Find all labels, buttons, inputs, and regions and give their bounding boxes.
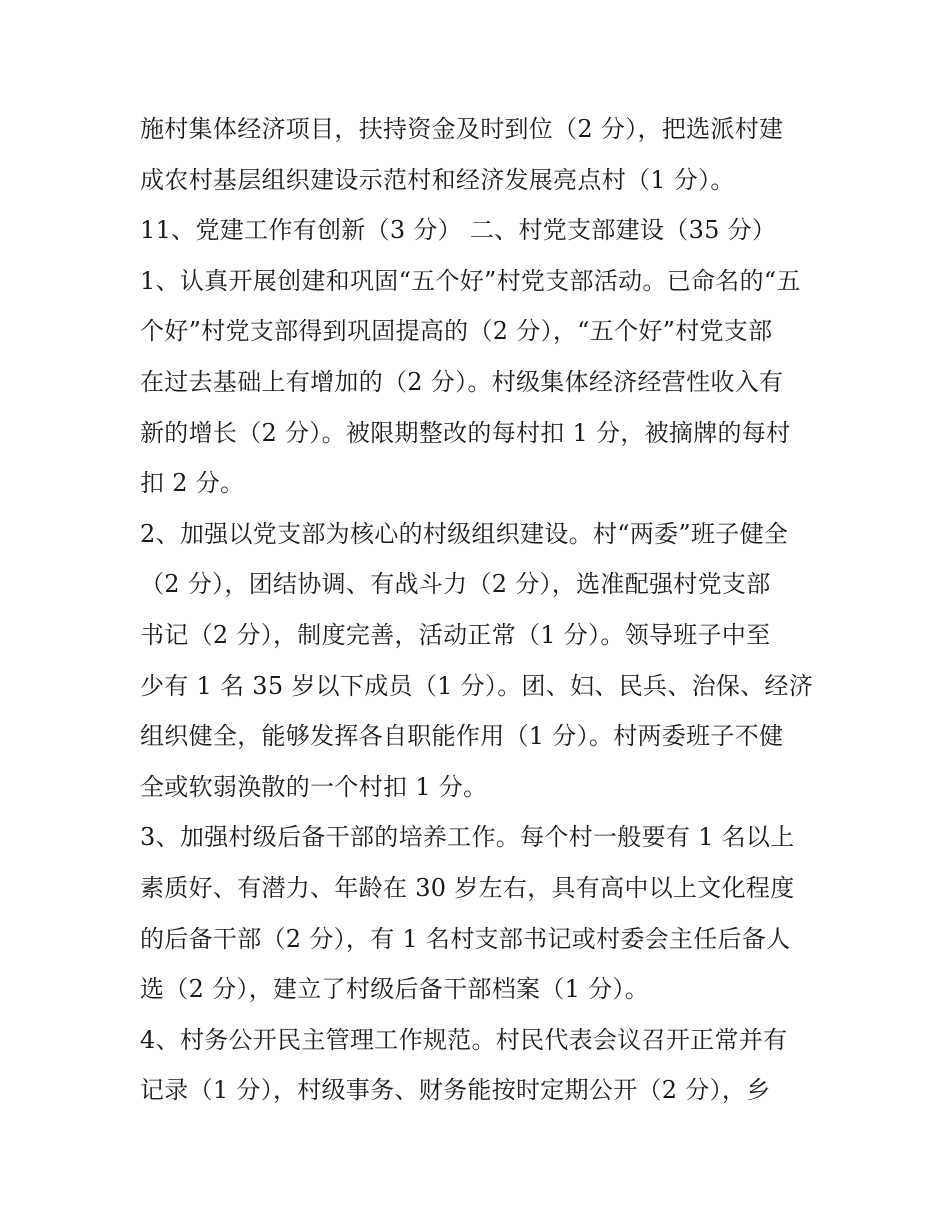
text-line: 新的增长（2 分）。被限期整改的每村扣 1 分，被摘牌的每村 <box>140 418 791 447</box>
text-line: 2、加强以党支部为核心的村级组织建设。村“两委”班子健全 <box>140 519 789 548</box>
text-line: 的后备干部（2 分），有 1 名村支部书记或村委会主任后备人 <box>140 924 791 953</box>
text-line: 施村集体经济项目，扶持资金及时到位（2 分），把选派村建 <box>140 115 784 143</box>
document-body <box>140 104 820 1116</box>
text-line: 1、认真开展创建和巩固“五个好”村党支部活动。已命名的“五 <box>140 266 801 295</box>
text-line: 3、加强村级后备干部的培养工作。每个村一般要有 1 名以上 <box>140 823 795 852</box>
text-line: 记录（1 分），村级事务、财务能按时定期公开（2 分），乡 <box>140 1076 771 1105</box>
text-line: 少有 1 名 35 岁以下成员（1 分）。团、妇、民兵、治保、经济 <box>140 671 814 700</box>
text-line: 在过去基础上有增加的（2 分）。村级集体经济经营性收入有 <box>140 367 784 396</box>
text-line: 素质好、有潜力、年龄在 30 岁左右，具有高中以上文化程度 <box>140 873 795 902</box>
text-line: 全或软弱涣散的一个村扣 1 分。 <box>140 772 488 801</box>
text-line: 选（2 分），建立了村级后备干部档案（1 分）。 <box>140 975 649 1004</box>
text-line: （2 分），团结协调、有战斗力（2 分），选准配强村党支部 <box>140 570 771 599</box>
text-line: 组织健全，能够发挥各自职能作用（1 分）。村两委班子不健 <box>140 722 784 751</box>
text-line: 4、村务公开民主管理工作规范。村民代表会议召开正常并有 <box>140 1025 788 1054</box>
text-line: 成农村基层组织建设示范村和经济发展亮点村（1 分）。 <box>140 165 735 194</box>
text-line: 11、党建工作有创新（3 分） 二、村党支部建设（35 分） <box>140 216 777 245</box>
text-line: 书记（2 分），制度完善，活动正常（1 分）。领导班子中至 <box>140 620 771 649</box>
text-line: 个好”村党支部得到巩固提高的（2 分），“五个好”村党支部 <box>140 317 773 346</box>
text-line: 扣 2 分。 <box>140 469 245 498</box>
